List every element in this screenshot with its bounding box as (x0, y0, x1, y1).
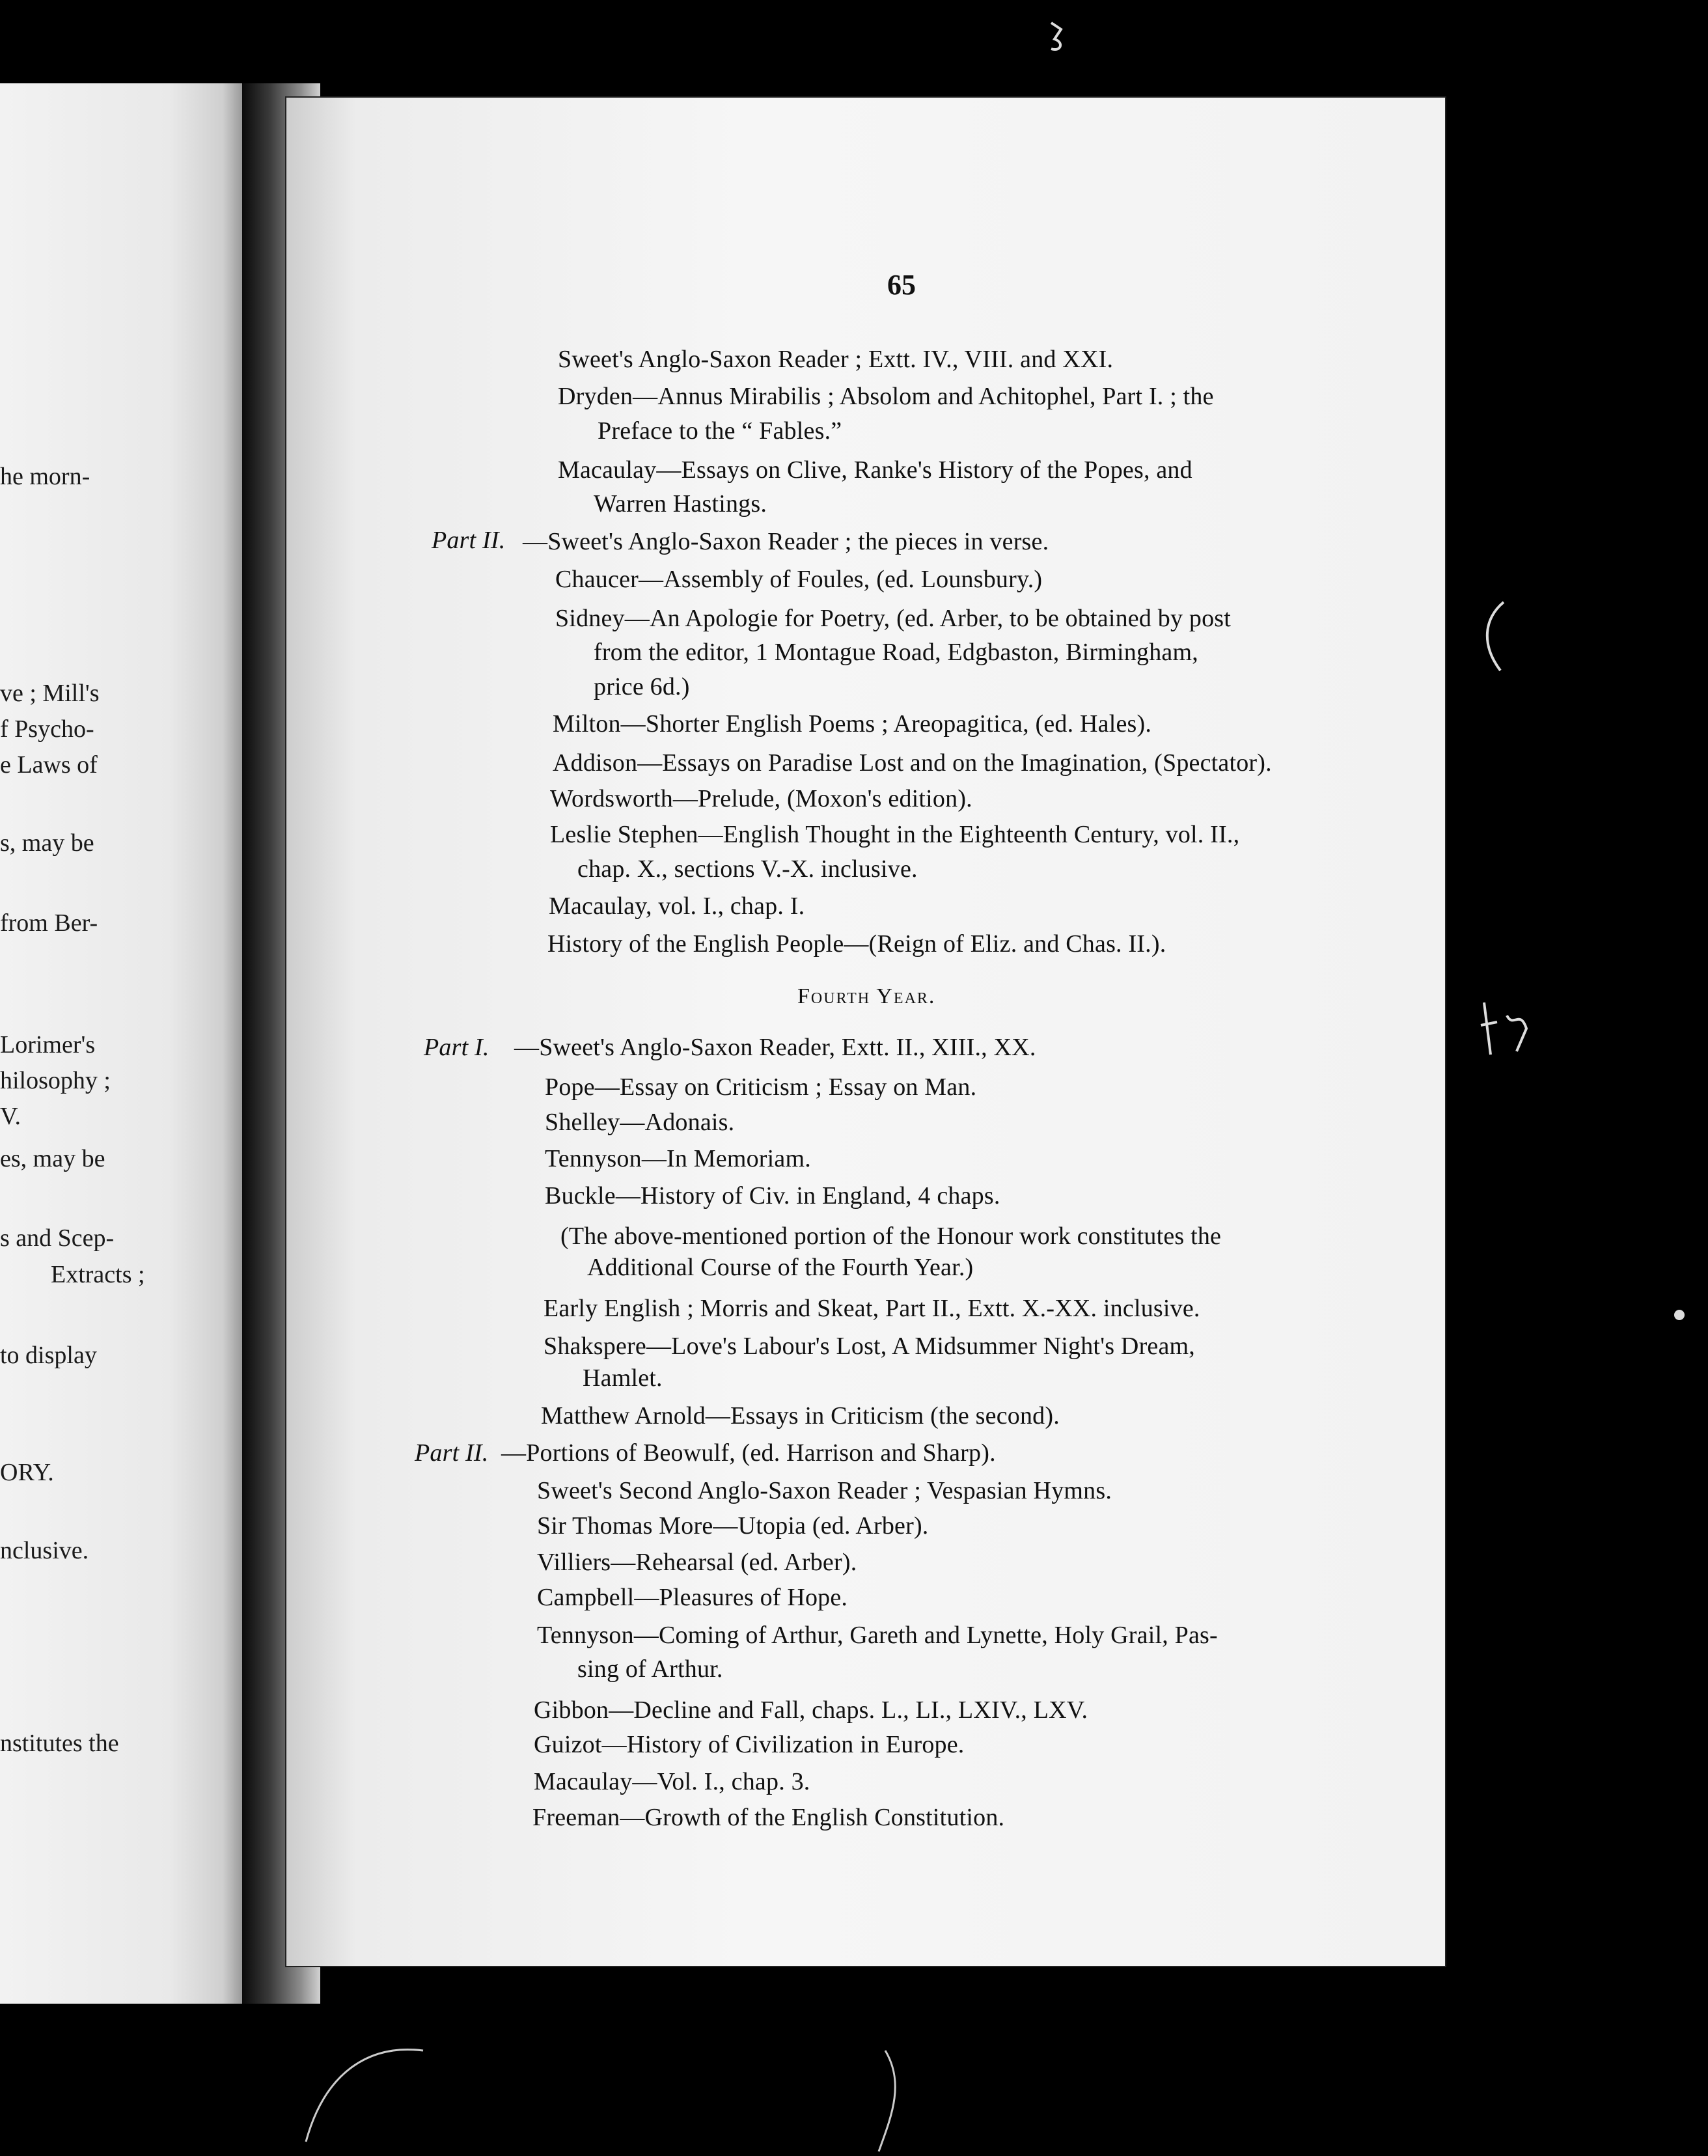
left-fragment: s, may be (0, 829, 94, 857)
reading-entry: Sweet's Second Anglo-Saxon Reader ; Vespasian Hymns. (537, 1477, 1112, 1504)
reading-entry-continuation: price 6d.) (594, 673, 690, 700)
reading-entry: Tennyson—In Memoriam. (545, 1145, 811, 1172)
left-fragment: ve ; Mill's (0, 680, 100, 707)
scan-artifact-icon (872, 2044, 911, 2155)
reading-entry: Macaulay, vol. I., chap. I. (549, 892, 805, 920)
reading-entry: Gibbon—Decline and Fall, chaps. L., LI., LXIV., LXV. (534, 1696, 1088, 1724)
reading-entry: Sweet's Anglo-Saxon Reader ; Extt. IV., VIII. and XXI. (558, 346, 1114, 373)
reading-entry: Dryden—Annus Mirabilis ; Absolom and Achitophel, Part I. ; the (558, 383, 1214, 410)
reading-entry: Macaulay—Vol. I., chap. 3. (534, 1768, 810, 1795)
reading-entry: Guizot—History of Civilization in Europe. (534, 1731, 965, 1758)
reading-entry: Sidney—An Apologie for Poetry, (ed. Arber, to be obtained by post (555, 605, 1232, 632)
book-page (286, 98, 1445, 1966)
reading-entry-continuation: from the editor, 1 Montague Road, Edgbaston, Birmingham, (594, 639, 1198, 666)
reading-entry-continuation: sing of Arthur. (577, 1655, 723, 1683)
reading-entry: Campbell—Pleasures of Hope. (537, 1584, 848, 1611)
section-heading-fourth-year: Fourth Year. (797, 984, 936, 1008)
left-fragment: s and Scep- (0, 1224, 115, 1252)
previous-page-edge (0, 83, 242, 2004)
left-fragment: to display (0, 1342, 97, 1369)
reading-entry: Wordsworth—Prelude, (Moxon's edition). (550, 785, 972, 812)
page-number: 65 (887, 269, 916, 301)
left-fragment: e Laws of (0, 751, 98, 779)
reading-entry: Macaulay—Essays on Clive, Ranke's History of the Popes, and (558, 456, 1192, 484)
left-fragment: f Psycho- (0, 715, 94, 743)
reading-entry: Shelley—Adonais. (545, 1109, 735, 1136)
margin-handwriting-icon (1478, 989, 1536, 1061)
scan-artifact-icon (299, 2031, 430, 2148)
reading-entry: Buckle—History of Civ. in England, 4 chaps. (545, 1182, 1000, 1209)
reading-entry: Tennyson—Coming of Arthur, Gareth and Lynette, Holy Grail, Pas- (537, 1622, 1218, 1649)
left-fragment: hilosophy ; (0, 1067, 111, 1094)
left-fragment: es, may be (0, 1145, 105, 1172)
reading-entry-continuation: chap. X., sections V.-X. inclusive. (577, 855, 918, 883)
reading-entry: Leslie Stephen—English Thought in the Eighteenth Century, vol. II., (550, 821, 1240, 848)
reading-entry-note: Additional Course of the Fourth Year.) (587, 1254, 974, 1281)
left-fragment: he morn- (0, 463, 90, 490)
reading-entry: Freeman—Growth of the English Constitution. (532, 1804, 1005, 1831)
reading-entry-continuation: Hamlet. (583, 1364, 663, 1392)
corner-mark-icon (1041, 16, 1074, 55)
reading-entry: Early English ; Morris and Skeat, Part II., Extt. X.-XX. inclusive. (544, 1295, 1200, 1322)
left-fragment: V. (0, 1103, 21, 1130)
reading-entry-continuation: Warren Hastings. (594, 490, 767, 518)
reading-entry: —Sweet's Anglo-Saxon Reader, Extt. II., XIII., XX. (514, 1034, 1036, 1061)
reading-entry-note: (The above-mentioned portion of the Honour work constitutes the (560, 1223, 1222, 1250)
part-label: Part II. (432, 527, 506, 554)
left-fragment: nclusive. (0, 1537, 89, 1564)
left-fragment: from Ber- (0, 909, 98, 937)
left-fragment: nstitutes the (0, 1730, 119, 1757)
reading-entry: Matthew Arnold—Essays in Criticism (the second). (541, 1402, 1060, 1430)
reading-entry: —Sweet's Anglo-Saxon Reader ; the pieces in verse. (523, 528, 1049, 555)
part-label: Part II. (415, 1439, 489, 1467)
left-fragment: Lorimer's (0, 1031, 96, 1058)
reading-entry: Chaucer—Assembly of Foules, (ed. Lounsbury.) (555, 566, 1043, 593)
reading-entry: History of the English People—(Reign of Eliz. and Chas. II.). (547, 930, 1166, 958)
left-fragment: Extracts ; (51, 1261, 145, 1288)
reading-entry: Milton—Shorter English Poems ; Areopagitica, (ed. Hales). (553, 710, 1152, 738)
reading-entry: Shakspere—Love's Labour's Lost, A Midsummer Night's Dream, (544, 1333, 1196, 1360)
reading-entry: Sir Thomas More—Utopia (ed. Arber). (537, 1512, 929, 1540)
reading-entry-continuation: Preface to the “ Fables.” (598, 417, 842, 445)
reading-entry: Addison—Essays on Paradise Lost and on the Imagination, (Spectator). (553, 749, 1272, 777)
reading-entry: Pope—Essay on Criticism ; Essay on Man. (545, 1073, 977, 1101)
reading-entry: —Portions of Beowulf, (ed. Harrison and Sharp). (501, 1439, 996, 1467)
left-fragment: ORY. (0, 1459, 54, 1486)
reading-entry: Villiers—Rehearsal (ed. Arber). (537, 1549, 857, 1576)
scan-artifact-icon (1666, 1302, 1692, 1328)
margin-mark-icon (1478, 599, 1517, 677)
part-label: Part I. (424, 1034, 489, 1061)
